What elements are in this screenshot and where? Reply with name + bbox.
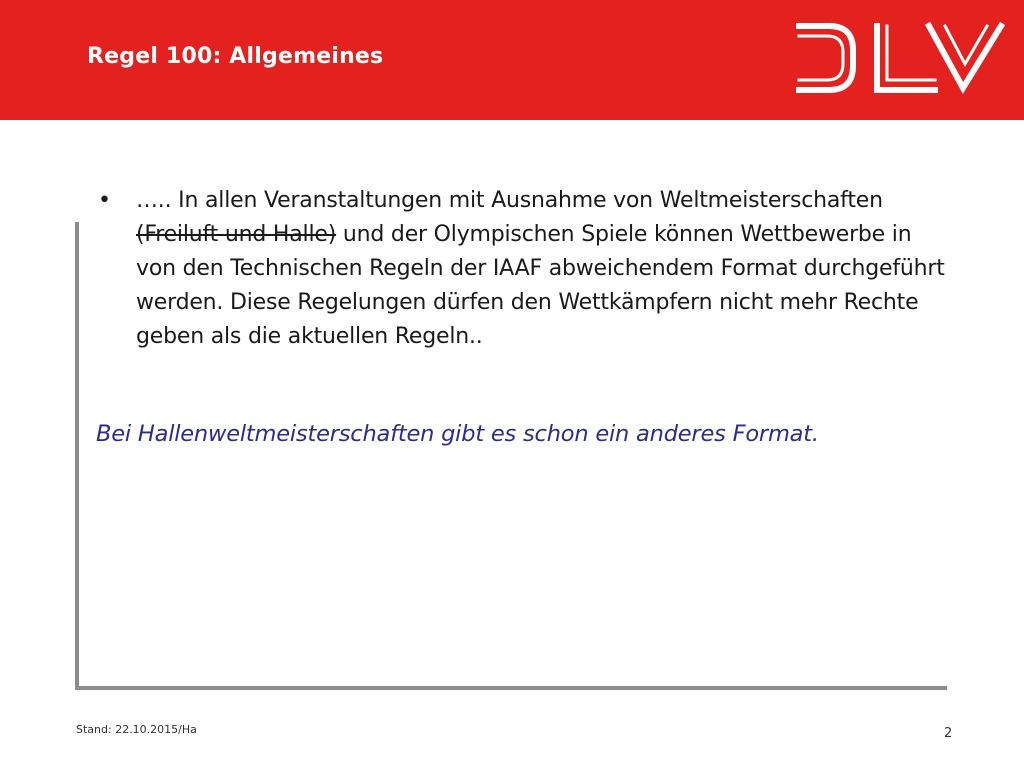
frame-bottom-line — [75, 686, 947, 690]
dlv-logo — [795, 22, 1005, 94]
frame-left-line — [75, 222, 79, 690]
header-bar — [0, 0, 1024, 120]
bullet-text — [136, 184, 956, 354]
bullet-text-prefix: ….. In allen Veranstaltungen mit Ausnahme von Weltmeisterschaften — [136, 188, 883, 213]
footer-stand: Stand: 22.10.2015/Ha — [76, 723, 197, 736]
slide-title: Regel 100: Allgemeines — [87, 44, 384, 69]
page-number: 2 — [944, 726, 953, 741]
note-text: Bei Hallenweltmeisterschaften gibt es schon ein anderes Format. — [96, 421, 819, 447]
bullet-strikethrough: (Freiluft und Halle) — [136, 222, 337, 247]
bullet-item — [96, 184, 956, 354]
bullet-text-suffix: und der Olympischen Spiele können Wettbewerbe in von den Technischen Regeln der IAAF abweichendem Format durchgeführt werden. Diese Regelungen dürfen den Wettkämpfern nicht mehr Rechte geben als die aktuellen Regeln.. — [136, 222, 945, 349]
bullet-marker: • — [98, 188, 111, 213]
